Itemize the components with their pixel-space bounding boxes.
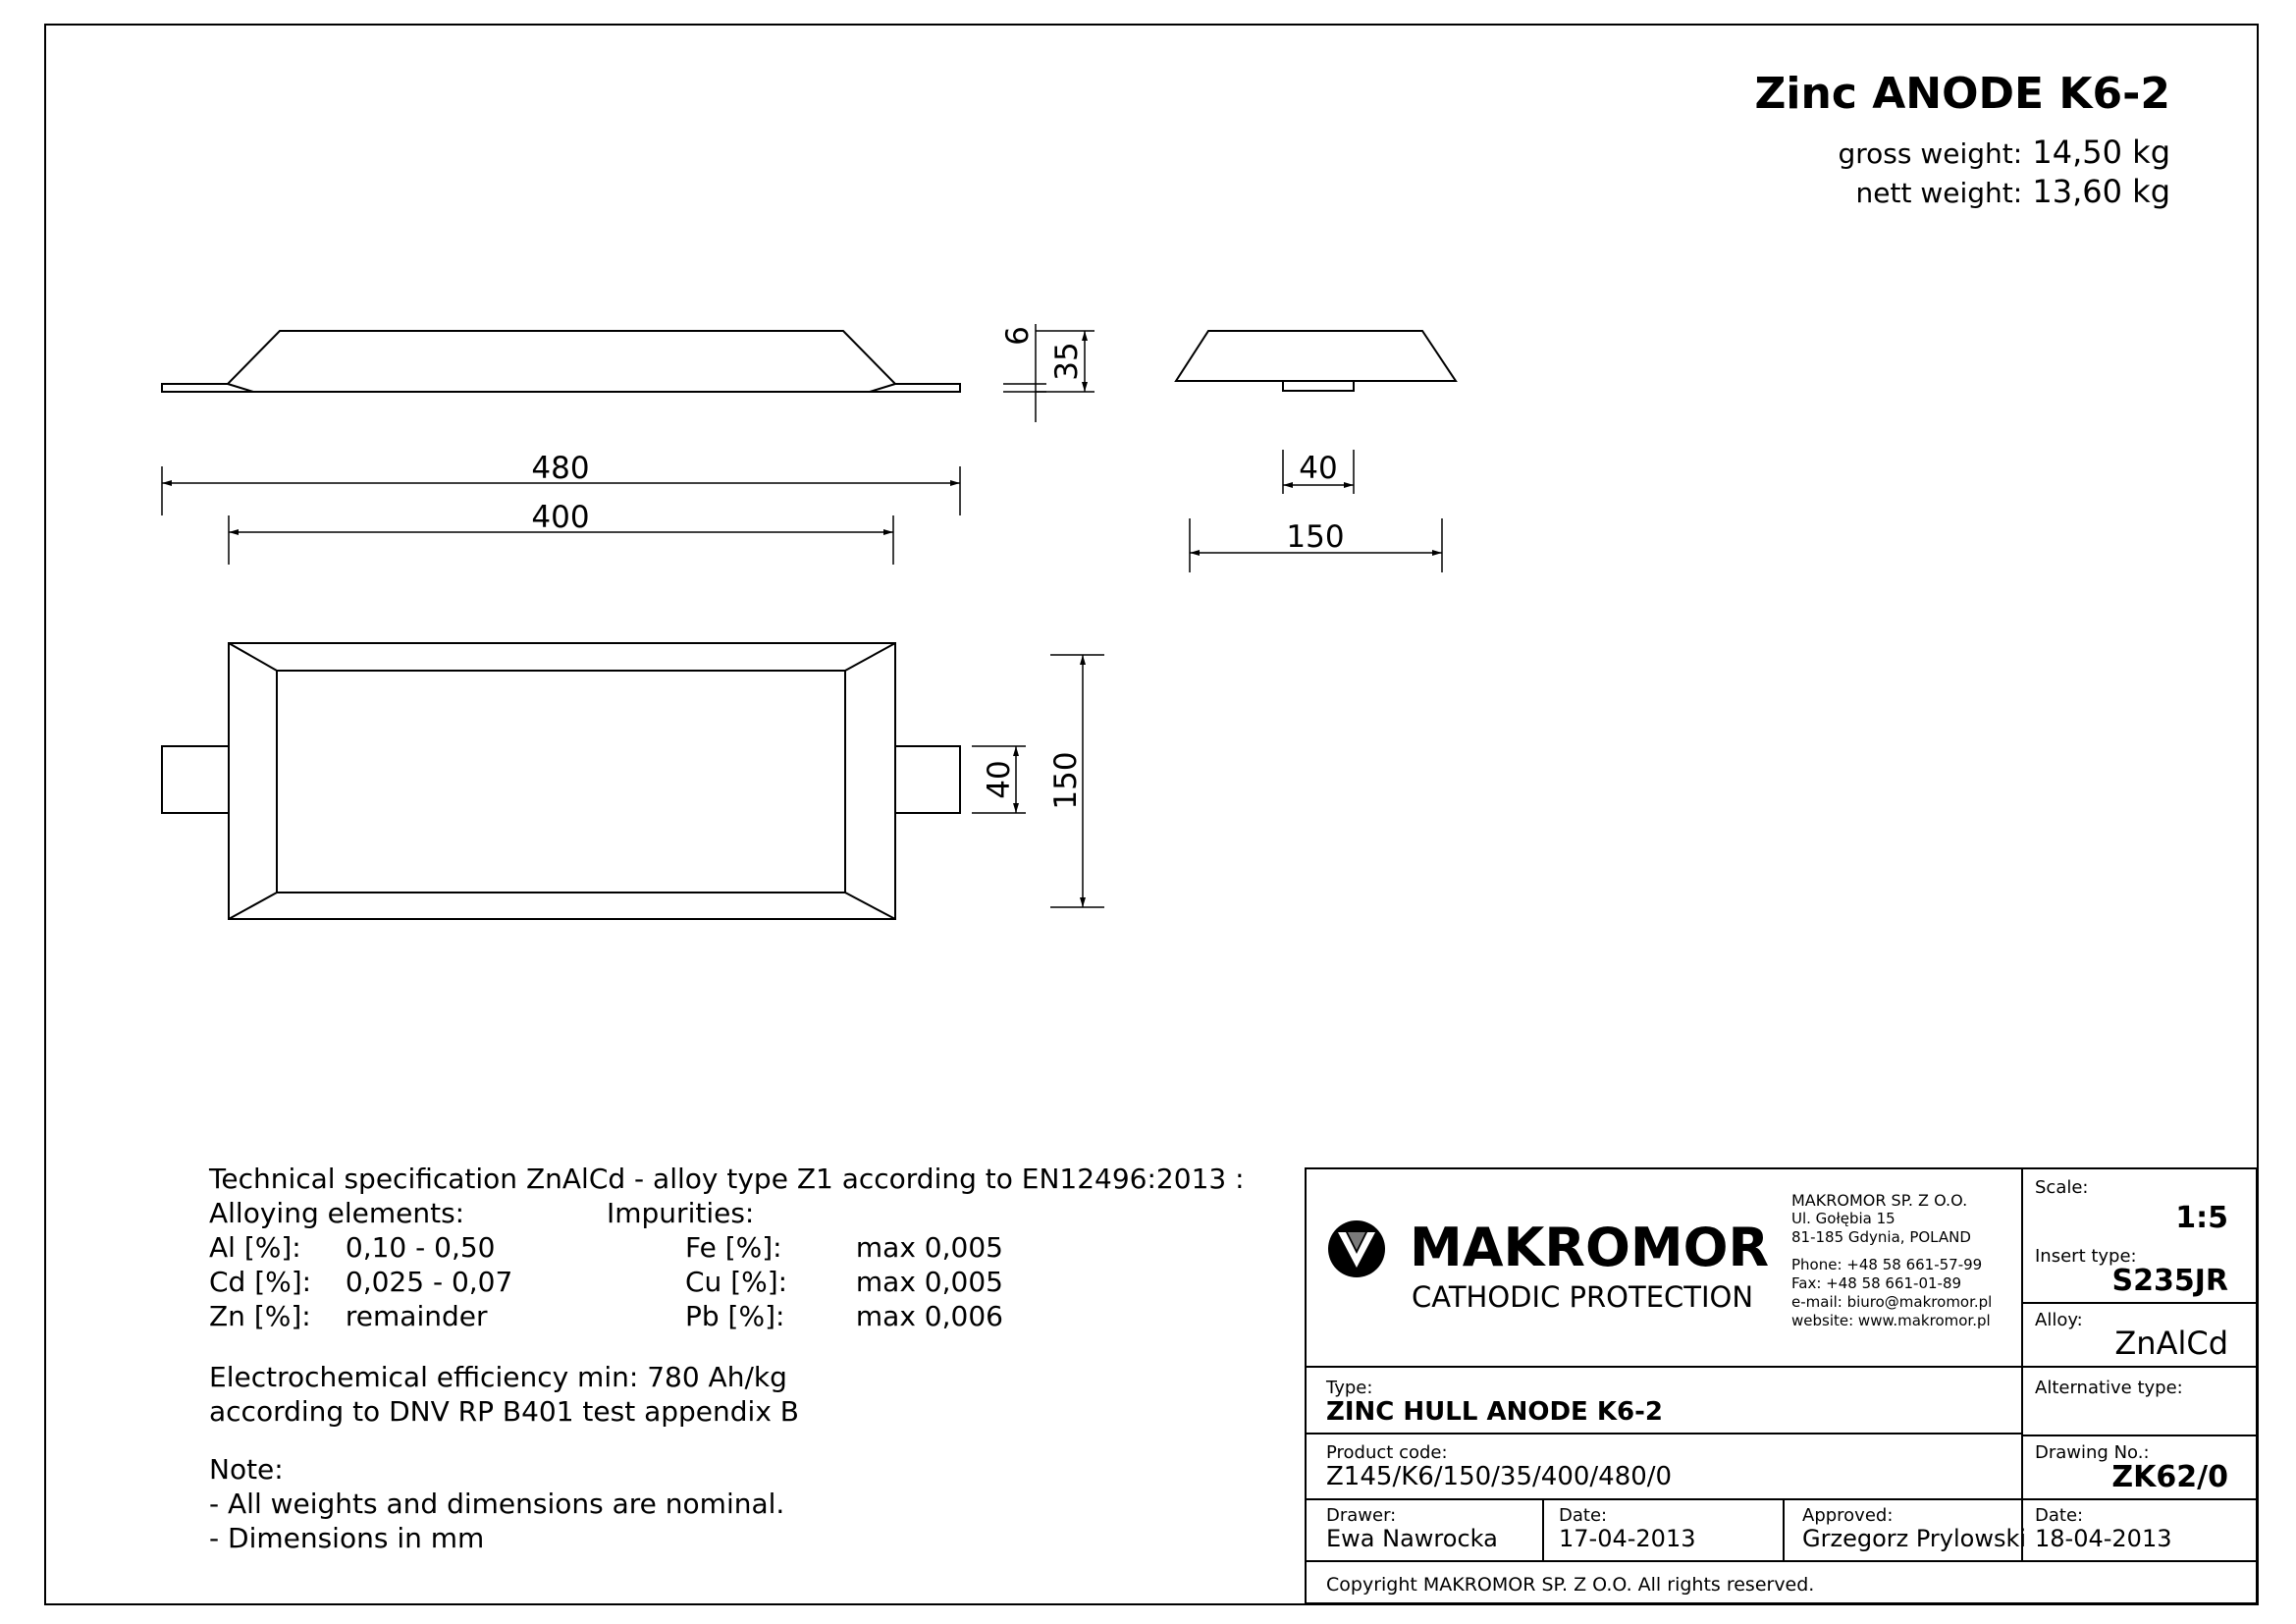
tech-spec: [209, 1162, 1245, 1197]
address-line: e-mail: biuro@makromor.pl: [1791, 1293, 1993, 1311]
date-approved-label: Date:: [2035, 1505, 2084, 1526]
end-view-body: [1176, 331, 1456, 381]
alloy-label: Alloy:: [2035, 1310, 2083, 1330]
alloy-element: Al [%]:: [209, 1231, 301, 1264]
product-code-value: Z145/K6/150/35/400/480/0: [1326, 1462, 1673, 1491]
address-line: 81-185 Gdynia, POLAND: [1791, 1228, 1971, 1246]
date-drawn-value: 17-04-2013: [1559, 1525, 1696, 1552]
drawer-label: Drawer:: [1326, 1505, 1397, 1526]
efficiency-line-1: Electrochemical efficiency min: 780 Ah/kg: [209, 1361, 787, 1393]
insert-type-label: Insert type:: [2035, 1246, 2137, 1267]
scale-value: 1:5: [2175, 1201, 2228, 1235]
drawing-title: Zinc ANODE K6-2: [1754, 69, 2170, 119]
top-view-tab-right: [895, 746, 960, 813]
impurity-row-pb: [685, 1299, 1003, 1334]
impurity-element: Fe [%]:: [685, 1231, 782, 1264]
top-view-outline: [229, 643, 895, 919]
impurity-value: max 0,005: [855, 1231, 1003, 1264]
impurity-element: Cu [%]:: [685, 1266, 788, 1298]
copyright: Copyright MAKROMOR SP. Z O.O. All rights reserved.: [1326, 1574, 1815, 1596]
alloy-value: 0,025 - 0,07: [345, 1266, 513, 1298]
type-label: Type:: [1326, 1378, 1373, 1398]
spec-heading: Technical specification ZnAlCd - alloy type Z1 according to EN12496:2013 :: [209, 1163, 1245, 1195]
end-view-foot: [1283, 381, 1354, 391]
alternative-type-label: Alternative type:: [2035, 1378, 2183, 1398]
address-line: Phone: +48 58 661-57-99: [1791, 1256, 1983, 1273]
alloy-value: remainder: [345, 1300, 488, 1332]
impurity-value: max 0,005: [855, 1266, 1003, 1298]
scale-label: Scale:: [2035, 1177, 2089, 1198]
note-1: - All weights and dimensions are nominal.: [209, 1488, 785, 1520]
side-view: [162, 331, 960, 392]
drawing-no-label: Drawing No.:: [2035, 1442, 2150, 1463]
address-line: MAKROMOR SP. Z O.O.: [1791, 1191, 1968, 1210]
date-drawn-label: Date:: [1559, 1505, 1608, 1526]
insert-type-value: S235JR: [2111, 1264, 2228, 1298]
drawing-no-value: ZK62/0: [2111, 1460, 2228, 1494]
top-view-inner: [277, 671, 845, 893]
drawer-value: Ewa Nawrocka: [1326, 1525, 1498, 1552]
address-line: Ul. Gołębia 15: [1791, 1210, 1896, 1227]
dim-6: 6: [1000, 326, 1036, 346]
alloy-value: 0,10 - 0,50: [345, 1231, 496, 1264]
impurity-value: max 0,006: [855, 1300, 1003, 1332]
impurity-row-fe: [685, 1230, 1003, 1266]
gross-weight-label: gross weight:: [1838, 137, 2023, 170]
dim-35: 35: [1049, 342, 1085, 381]
efficiency-line-2: according to DNV RP B401 test appendix B: [209, 1395, 800, 1428]
company-tagline: CATHODIC PROTECTION: [1412, 1280, 1754, 1314]
top-view-tab-left: [162, 746, 229, 813]
dimension-lines: [162, 324, 1442, 907]
approved-label: Approved:: [1802, 1505, 1894, 1526]
end-view: [1176, 331, 1456, 391]
impurity-element: Pb [%]:: [685, 1300, 785, 1332]
note-heading: Note:: [209, 1453, 284, 1486]
note-2: - Dimensions in mm: [209, 1522, 485, 1554]
dim-top-40: 40: [982, 760, 1017, 799]
nett-weight-label: nett weight:: [1855, 177, 2023, 209]
makromor-logo-icon: [1326, 1218, 1387, 1279]
alloy-row-al: [209, 1230, 496, 1266]
address-line: Fax: +48 58 661-01-89: [1791, 1274, 1962, 1292]
approved-value: Grzegorz Prylowski: [1802, 1525, 2027, 1552]
alloy-element: Zn [%]:: [209, 1300, 311, 1332]
address-line: website: www.makromor.pl: [1791, 1312, 1991, 1329]
dim-end-150: 150: [1286, 519, 1345, 555]
impurity-row-cu: [685, 1265, 1003, 1300]
product-code-label: Product code:: [1326, 1442, 1448, 1463]
gross-weight-value: 14,50 kg: [2032, 134, 2170, 171]
alloy-element: Cd [%]:: [209, 1266, 312, 1298]
side-view-body: [162, 331, 960, 392]
dim-480: 480: [531, 451, 590, 486]
impurities-heading: Impurities:: [607, 1197, 755, 1229]
alloy-row-cd: [209, 1265, 512, 1300]
top-view: [162, 643, 960, 919]
alloy-row-zn: [209, 1299, 488, 1334]
company-name: MAKROMOR: [1410, 1217, 1770, 1278]
dim-end-40: 40: [1299, 451, 1338, 486]
date-approved-value: 18-04-2013: [2035, 1525, 2172, 1552]
alloying-heading: Alloying elements:: [209, 1197, 465, 1229]
dim-400: 400: [531, 500, 590, 535]
company-address: [1791, 1191, 1992, 1330]
type-value: ZINC HULL ANODE K6-2: [1326, 1397, 1663, 1427]
nett-weight-value: 13,60 kg: [2032, 173, 2170, 210]
title-block: [1305, 1167, 2258, 1604]
alloy-value: ZnAlCd: [2114, 1325, 2228, 1362]
dim-top-150: 150: [1048, 751, 1084, 810]
